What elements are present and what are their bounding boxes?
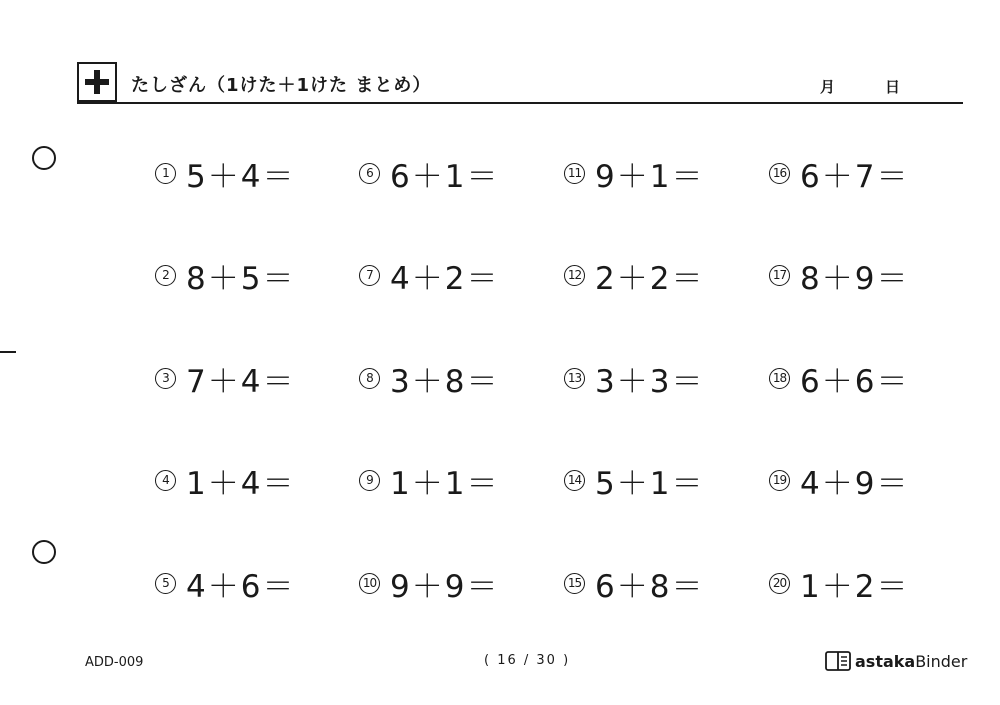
problem-number: 20 xyxy=(769,573,790,594)
problem-number: 5 xyxy=(155,573,176,594)
problem-item xyxy=(359,455,499,505)
problem-item xyxy=(359,558,499,608)
problem-number: 16 xyxy=(769,163,790,184)
problem-number: 12 xyxy=(564,265,585,286)
brand-name-bold: astaka xyxy=(855,651,916,671)
problem-item xyxy=(769,148,909,198)
problem-grid xyxy=(155,148,975,608)
problem-item xyxy=(359,250,499,300)
plus-icon xyxy=(77,62,117,102)
problem-number: 4 xyxy=(155,470,176,491)
problem-item xyxy=(155,353,295,403)
problem-number: 15 xyxy=(564,573,585,594)
problem-number: 11 xyxy=(564,163,585,184)
problem-expression: 6＋6＝ xyxy=(800,363,910,400)
problem-expression: 2＋2＝ xyxy=(595,260,705,297)
problem-expression: 4＋6＝ xyxy=(186,568,296,605)
problem-item xyxy=(769,558,909,608)
problem-expression: 6＋8＝ xyxy=(595,568,705,605)
problem-expression: 8＋9＝ xyxy=(800,260,910,297)
problem-expression: 1＋1＝ xyxy=(390,465,500,502)
problem-expression: 5＋1＝ xyxy=(595,465,705,502)
problem-expression: 8＋5＝ xyxy=(186,260,296,297)
problem-item xyxy=(564,250,704,300)
problem-item xyxy=(155,250,295,300)
problem-item xyxy=(564,148,704,198)
problem-number: 8 xyxy=(359,368,380,389)
problem-expression: 3＋3＝ xyxy=(595,363,705,400)
problem-number: 14 xyxy=(564,470,585,491)
problem-item xyxy=(359,353,499,403)
brand-name-light: Binder xyxy=(915,651,968,671)
binder-hole-bottom xyxy=(32,540,56,564)
problem-expression: 4＋2＝ xyxy=(390,260,500,297)
problem-number: 18 xyxy=(769,368,790,389)
brand-logo xyxy=(825,650,967,672)
month-label: 月 xyxy=(820,78,836,96)
problem-item xyxy=(564,455,704,505)
problem-item xyxy=(155,455,295,505)
problem-number: 19 xyxy=(769,470,790,491)
problem-expression: 1＋4＝ xyxy=(186,465,296,502)
problem-item xyxy=(769,455,909,505)
problem-number: 17 xyxy=(769,265,790,286)
problem-item xyxy=(155,148,295,198)
problem-expression: 9＋9＝ xyxy=(390,568,500,605)
problem-number: 1 xyxy=(155,163,176,184)
problem-number: 6 xyxy=(359,163,380,184)
problem-item xyxy=(769,250,909,300)
problem-item xyxy=(564,353,704,403)
problem-expression: 4＋9＝ xyxy=(800,465,910,502)
problem-expression: 6＋1＝ xyxy=(390,158,500,195)
worksheet-header xyxy=(77,62,963,104)
problem-expression: 6＋7＝ xyxy=(800,158,910,195)
problem-expression: 3＋8＝ xyxy=(390,363,500,400)
open-book-icon xyxy=(825,650,851,672)
day-label: 日 xyxy=(885,78,901,96)
problem-expression: 1＋2＝ xyxy=(800,568,910,605)
fold-mark xyxy=(0,351,16,353)
problem-expression: 5＋4＝ xyxy=(186,158,296,195)
problem-number: 3 xyxy=(155,368,176,389)
problem-number: 9 xyxy=(359,470,380,491)
problem-expression: 7＋4＝ xyxy=(186,363,296,400)
binder-hole-top xyxy=(32,146,56,170)
worksheet-code: ADD-009 xyxy=(85,655,144,670)
problem-number: 2 xyxy=(155,265,176,286)
page-indicator: ( 16 / 30 ) xyxy=(484,653,571,668)
problem-item xyxy=(564,558,704,608)
problem-number: 7 xyxy=(359,265,380,286)
problem-expression: 9＋1＝ xyxy=(595,158,705,195)
problem-item xyxy=(769,353,909,403)
worksheet-title: たしざん（1けた＋1けた まとめ） xyxy=(131,75,432,96)
problem-number: 13 xyxy=(564,368,585,389)
problem-number: 10 xyxy=(359,573,380,594)
problem-item xyxy=(359,148,499,198)
problem-item xyxy=(155,558,295,608)
